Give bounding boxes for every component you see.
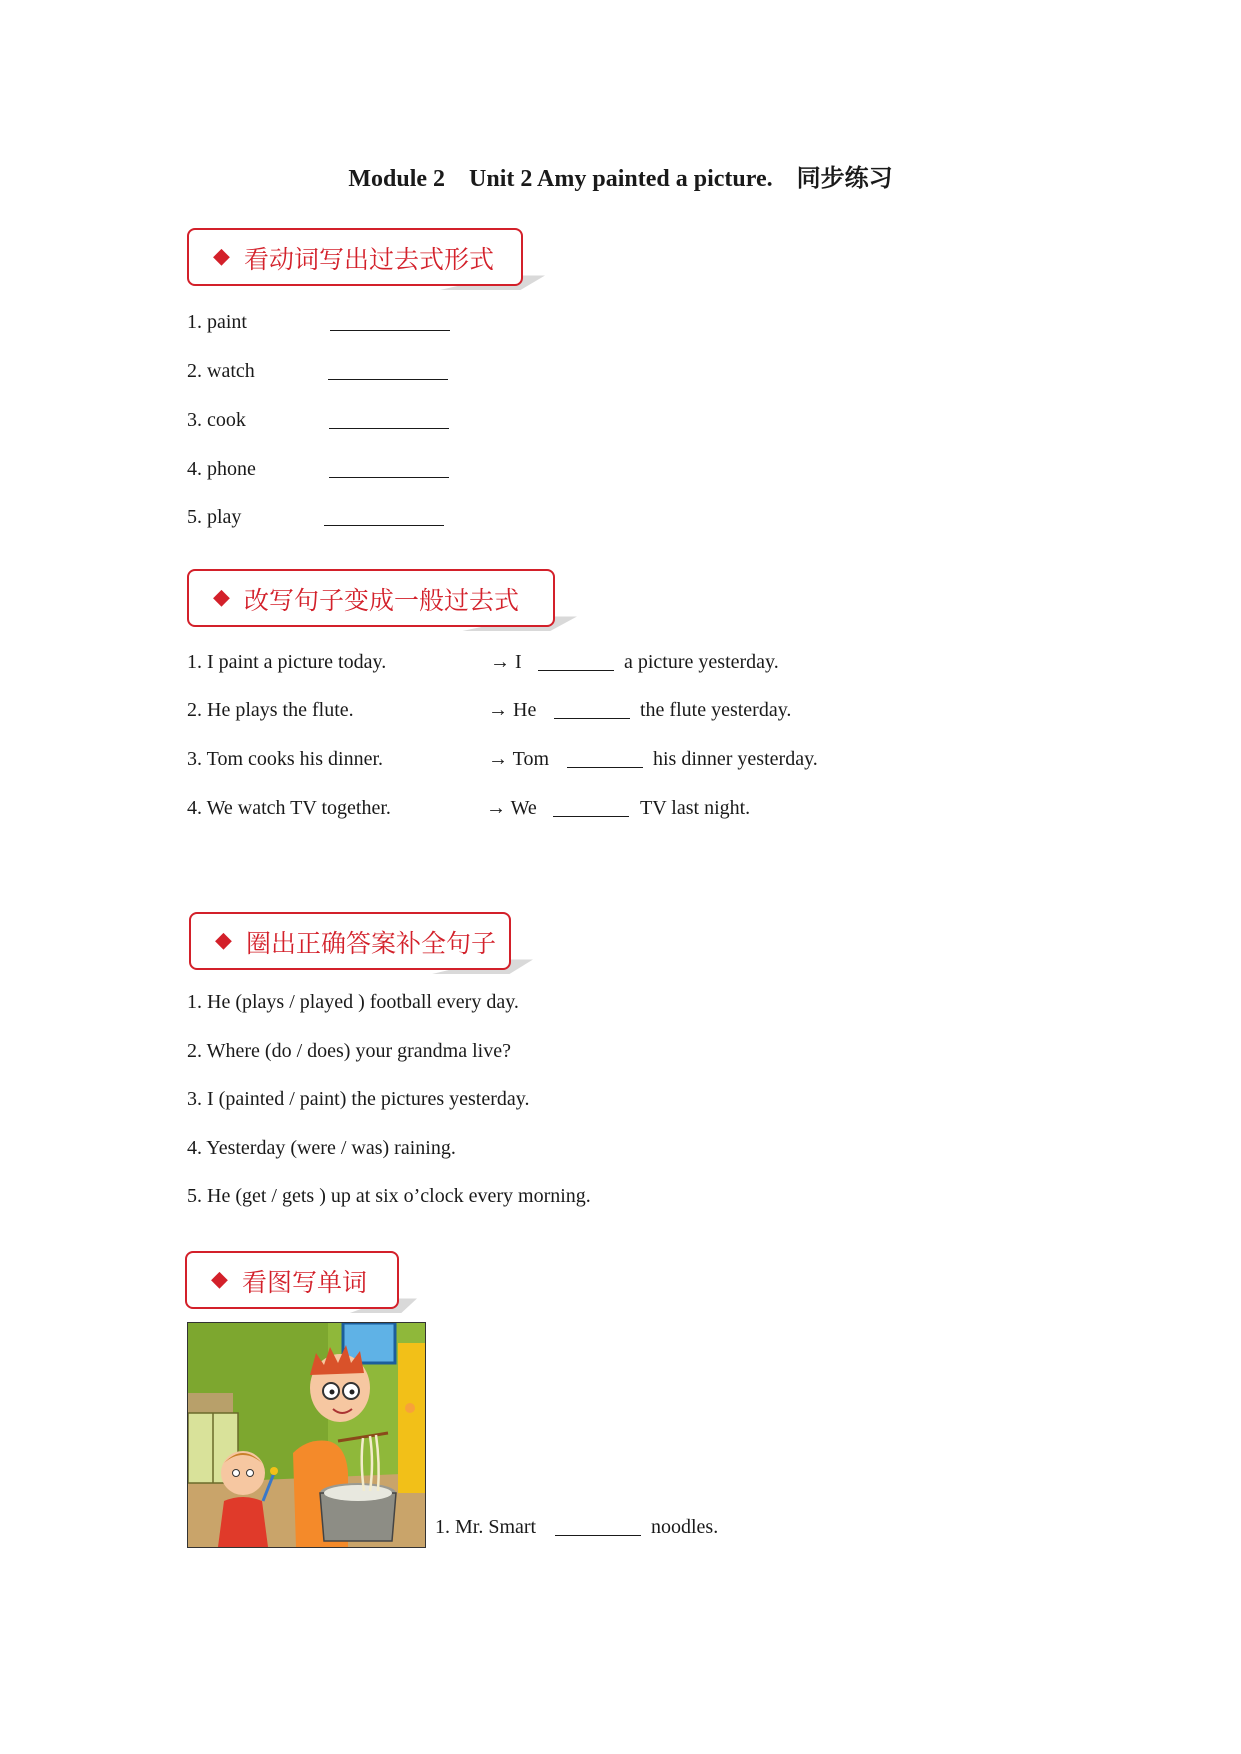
section-2-header (187, 569, 555, 627)
sentence-right: TV last night. (640, 797, 751, 819)
answer-blank[interactable] (330, 312, 450, 331)
list-item: 1. He (plays / played ) football every day. (187, 991, 519, 1013)
list-item: 5. He (get / gets ) up at six o’clock every morning. (187, 1185, 591, 1207)
picture-sentence-right: noodles. (651, 1516, 719, 1538)
answer-blank[interactable] (329, 459, 449, 478)
diamond-icon: ◆ (213, 585, 230, 610)
list-item (187, 457, 256, 481)
sentence-left: 4. We watch TV together. (187, 797, 391, 819)
answer-blank[interactable] (555, 1517, 641, 1536)
sentence-right: his dinner yesterday. (653, 748, 818, 770)
item-word: phone (207, 458, 256, 480)
list-item (187, 310, 247, 334)
sentence-arrow: → We (486, 797, 537, 819)
section-1-header (187, 228, 523, 286)
sentence-right: the flute yesterday. (640, 699, 792, 721)
section-1-title: 看动词写出过去式形式 (244, 245, 495, 274)
sentence-left: 1. I paint a picture today. (187, 651, 387, 673)
item-word: watch (207, 360, 255, 382)
answer-blank[interactable] (554, 700, 630, 719)
item-number: 1. (187, 311, 202, 333)
list-item: 3. I (painted / paint) the pictures yesterday. (187, 1088, 530, 1110)
item-number: 5. (187, 506, 202, 528)
section-3-title: 圈出正确答案补全句子 (246, 929, 497, 958)
item-word: paint (207, 311, 247, 333)
sentence-right: a picture yesterday. (624, 651, 779, 673)
section-4-title: 看图写单词 (242, 1268, 368, 1297)
item-number: 4. (187, 458, 202, 480)
list-item (187, 359, 255, 383)
page-title: Module 2 Unit 2 Amy painted a picture. 同步练习 (348, 166, 893, 192)
sentence-arrow: → Tom (488, 748, 550, 770)
answer-blank[interactable] (329, 410, 449, 429)
sentence-left: 3. Tom cooks his dinner. (187, 748, 384, 770)
answer-blank[interactable] (538, 652, 614, 671)
section-2-title: 改写句子变成一般过去式 (244, 586, 520, 615)
answer-blank[interactable] (553, 798, 629, 817)
section-4-header (185, 1251, 399, 1309)
cooking-illustration-icon (188, 1323, 425, 1547)
sentence-left: 2. He plays the flute. (187, 699, 354, 721)
sentence-arrow: → I (490, 651, 522, 673)
diamond-icon: ◆ (215, 928, 232, 953)
list-item: 2. Where (do / does) your grandma live? (187, 1040, 511, 1062)
answer-blank[interactable] (567, 749, 643, 768)
diamond-icon: ◆ (213, 244, 230, 269)
diamond-icon: ◆ (211, 1267, 228, 1292)
item-number: 2. (187, 360, 202, 382)
list-item (187, 505, 241, 529)
item-word: play (207, 506, 242, 528)
item-word: cook (207, 409, 246, 431)
sentence-arrow: → He (488, 699, 537, 721)
item-number: 3. (187, 409, 202, 431)
cooking-illustration (187, 1322, 426, 1548)
section-3-header (189, 912, 511, 970)
answer-blank[interactable] (324, 507, 444, 526)
picture-sentence-left: 1. Mr. Smart (435, 1516, 537, 1538)
list-item (187, 408, 246, 432)
list-item: 4. Yesterday (were / was) raining. (187, 1137, 456, 1159)
answer-blank[interactable] (328, 361, 448, 380)
